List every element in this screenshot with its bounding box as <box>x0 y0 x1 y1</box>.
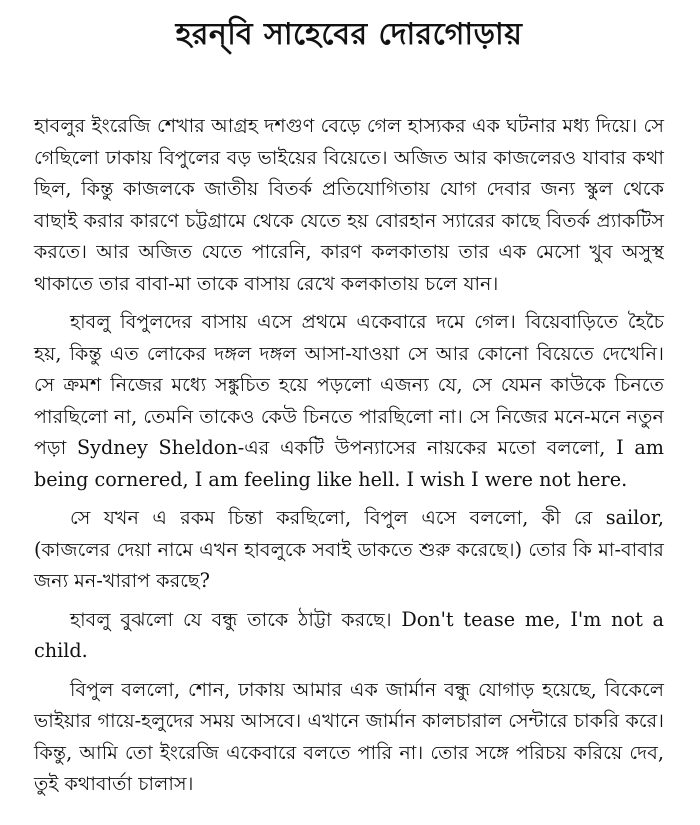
paragraph-1: হাবলুর ইংরেজি শেখার আগ্রহ দশগুণ বেড়ে গেল হাস্যকর এক ঘটনার মধ্য দিয়ে। সে গেছিলো ঢাকায় বিপুলের বড় ভাইয়ের বিয়েতে। অজিত আর কাজলেরও যাবার কথা ছিল, কিন্তু কাজলকে জাতীয় বিতর্ক প্রতিযোগিতায় যোগ দেবার জন্য স্কুল থেকে বাছাই করার কারণে চট্টগ্রামে থেকে যেতে হয় বোরহান স্যারের কাছে বিতর্ক প্র্যাকটিস করতে। আর অজিত যেতে পারেনি, কারণ কলকাতায় তার এক মেসো খুব অসুস্থ থাকাতে তার বাবা-মা তাকে বাসায় রেখে কলকাতায় চলে যান। <box>34 114 664 295</box>
page-title: হরন্‌বি সাহেবের দোরগোড়ায় <box>175 17 523 52</box>
paragraph-2: হাবলু বিপুলদের বাসায় এসে প্রথমে একেবারে দমে গেল। বিয়েবাড়িতে হৈচৈ হয়, কিন্তু এত লোকের দঙ্গল দঙ্গল আসা-যাওয়া সে আর কোনো বিয়েতে দেখেনি। সে ক্রমশ নিজের মধ্যে সঙ্কুচিত হয়ে পড়লো এজন্য যে, সে যেমন কাউকে চিনতে পারছিলো না, তেমনি তাকেও কেউ চিনতে পারছিলো না। সে নিজের মনে-মনে নতুন পড়া Sydney Sheldon-এর একটি উপন্যাসের নায়কের মতো বললো, I am being cornered, I am feeling like hell. I wish I were not here. <box>34 310 664 491</box>
paragraph-4: হাবলু বুঝলো যে বন্ধু তাকে ঠাট্টা করছে। Don't tease me, I'm not a child. <box>34 607 664 662</box>
paragraph-5: বিপুল বললো, শোন, ঢাকায় আমার এক জার্মান বন্ধু যোগাড় হয়েছে, বিকেলে ভাইয়ার গায়ে-হলুদের সময় আসবে। এখানে জার্মান কালচারাল সেন্টারে চাকরি করে। কিন্তু, আমি তো ইংরেজি একেবারে বলতে পারি না। তোর সঙ্গে পরিচয় করিয়ে দেব, তুই কথাবার্তা চালাস। <box>34 677 664 795</box>
paragraph-3: সে যখন এ রকম চিন্তা করছিলো, বিপুল এসে বললো, কী রে sailor, (কাজলের দেয়া নামে এখন হাবলুকে সবাই ডাকতে শুরু করেছে।) তোর কি মা-বাবার জন্য মন-খারাপ করছে? <box>34 506 664 592</box>
